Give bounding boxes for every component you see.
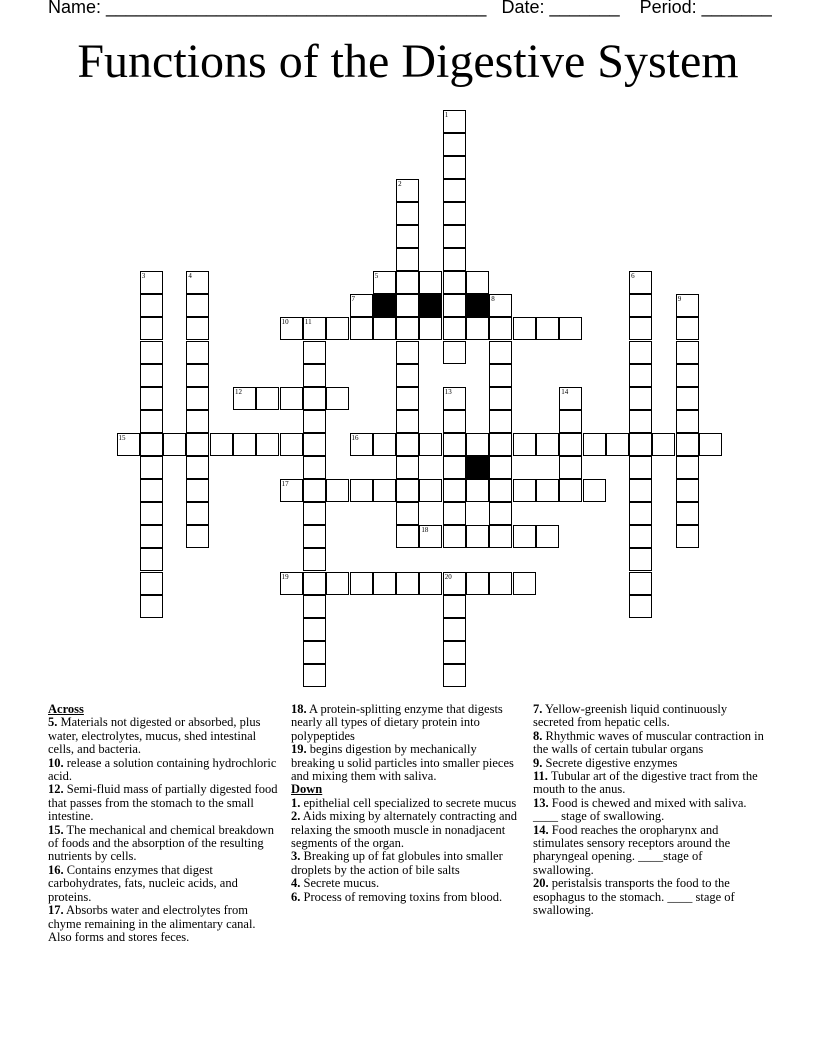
crossword-cell[interactable] [303,456,326,479]
crossword-cell[interactable] [443,618,466,641]
crossword-cell[interactable] [536,479,559,502]
down-clue-list [291,797,523,904]
clue-number: 16 [351,433,359,442]
crossword-cell[interactable] [466,433,489,456]
clue-number-label: 20. [533,876,549,891]
crossword-cell[interactable] [396,479,419,502]
crossword-cell[interactable] [140,294,163,317]
crossword-cell[interactable] [419,271,442,294]
clue-text: Secrete digestive enzymes [542,755,678,770]
clue-item [533,730,765,757]
crossword-cell[interactable] [466,317,489,340]
crossword-cell[interactable] [396,341,419,364]
crossword-cell[interactable] [303,387,326,410]
clue-number: 11 [304,318,312,327]
crossword-cell[interactable] [466,572,489,595]
crossword-cell[interactable] [303,410,326,433]
crossword-cell[interactable] [652,433,675,456]
crossword-cell[interactable] [559,387,582,410]
clue-number: 15 [118,433,126,442]
crossword-cell[interactable] [489,294,512,317]
crossword-cell[interactable] [629,387,652,410]
crossword-cell[interactable] [443,179,466,202]
crossword-cell[interactable] [326,387,349,410]
clue-number-label: 14. [533,822,549,837]
crossword-cell[interactable] [396,525,419,548]
crossword-cell[interactable] [583,479,606,502]
clue-item [48,757,280,784]
crossword-cell[interactable] [303,317,326,340]
clue-item [291,810,523,850]
crossword-cell[interactable] [419,525,442,548]
crossword-cell[interactable] [326,479,349,502]
clue-text: Aids mixing by alternately contracting and relaxing the smooth muscle in nonadjacent segments of the organ. [291,809,517,851]
crossword-cell[interactable] [443,110,466,133]
crossword-cell[interactable] [303,641,326,664]
clue-item [533,877,765,917]
crossword-cell[interactable] [350,479,373,502]
crossword-cell[interactable] [443,641,466,664]
clue-text: Materials not digested or absorbed, plus water, electrolytes, mucus, shed intestinal cells, and bacteria. [48,715,261,757]
clue-number: 10 [281,318,289,327]
clue-text: Semi-fluid mass of partially digested food that passes from the stomach to the small intestine. [48,782,278,824]
name-label: Name: [48,0,102,17]
crossword-cell[interactable] [303,572,326,595]
clue-number: 13 [444,387,452,396]
crossword-cell[interactable] [676,479,699,502]
crossword-cell[interactable] [443,341,466,364]
crossword-cell[interactable] [466,525,489,548]
crossword-cell[interactable] [256,387,279,410]
clue-item [291,850,523,877]
clue-item [291,891,523,904]
crossword-cell[interactable] [396,179,419,202]
crossword-cell[interactable] [443,502,466,525]
crossword-cell[interactable] [280,317,303,340]
clue-number-label: 18. [291,702,307,716]
crossword-cell[interactable] [396,433,419,456]
crossword-cell[interactable] [676,317,699,340]
crossword-cell[interactable] [443,572,466,595]
crossword-cell[interactable] [489,572,512,595]
clue-number: 6 [631,272,635,281]
crossword-block-cell [419,294,442,317]
clue-number-label: 11. [533,769,548,784]
crossword-cell[interactable] [489,479,512,502]
clue-item [291,743,523,783]
crossword-cell[interactable] [303,502,326,525]
crossword-cell[interactable] [280,572,303,595]
crossword-cell[interactable] [140,595,163,618]
crossword-cell[interactable] [489,341,512,364]
crossword-cell[interactable] [303,433,326,456]
crossword-cell[interactable] [303,479,326,502]
clue-item [48,864,280,904]
crossword-cell[interactable] [303,664,326,687]
crossword-cell[interactable] [513,317,536,340]
clue-item [291,877,523,890]
crossword-cell[interactable] [676,387,699,410]
crossword-cell[interactable] [489,502,512,525]
crossword-block-cell [466,294,489,317]
crossword-cell[interactable] [186,456,209,479]
crossword-cell[interactable] [326,572,349,595]
clue-item [48,716,280,756]
crossword-cell[interactable] [186,387,209,410]
crossword-cell[interactable] [140,433,163,456]
crossword-cell[interactable] [303,341,326,364]
crossword-cell[interactable] [443,456,466,479]
clue-item [533,824,765,878]
crossword-cell[interactable] [280,433,303,456]
clue-text: peristalsis transports the food to the esophagus to the stomach. ____ stage of swallowing. [533,876,735,918]
clue-text: A protein-splitting enzyme that digests nearly all types of dietary protein into polypeptides [291,702,503,743]
crossword-cell[interactable] [443,525,466,548]
clue-text: Secrete mucus. [300,876,380,891]
crossword-cell[interactable] [280,387,303,410]
clue-number: 3 [141,272,146,281]
clue-number: 20 [444,572,452,581]
crossword-cell[interactable] [629,525,652,548]
date-label: Date: [501,0,545,17]
crossword-cell[interactable] [117,433,140,456]
crossword-cell[interactable] [536,317,559,340]
crossword-cell[interactable] [629,456,652,479]
crossword-cell[interactable] [140,387,163,410]
crossword-cell[interactable] [140,479,163,502]
crossword-cell[interactable] [350,572,373,595]
crossword-cell[interactable] [419,317,442,340]
clue-number: 18 [421,526,429,535]
down-heading: Down [291,782,323,797]
crossword-cell[interactable] [559,456,582,479]
crossword-cell[interactable] [443,133,466,156]
crossword-cell[interactable] [559,317,582,340]
crossword-cell[interactable] [396,202,419,225]
crossword-cell[interactable] [606,433,629,456]
clue-number-label: 8. [533,728,543,743]
crossword-cell[interactable] [396,502,419,525]
clue-number-label: 15. [48,822,64,837]
crossword-cell[interactable] [373,271,396,294]
crossword-cell[interactable] [186,433,209,456]
crossword-cell[interactable] [280,479,303,502]
clue-number-label: 9. [533,755,543,770]
crossword-cell[interactable] [466,271,489,294]
crossword-cell[interactable] [443,664,466,687]
crossword-cell[interactable] [443,271,466,294]
crossword-cell[interactable] [186,502,209,525]
crossword-cell[interactable] [629,317,652,340]
crossword-cell[interactable] [676,364,699,387]
clue-text: begins digestion by mechanically breaking u solid particles into smaller pieces and mixing them with saliva. [291,742,514,784]
crossword-cell[interactable] [186,410,209,433]
crossword-cell[interactable] [396,387,419,410]
crossword-cell[interactable] [676,410,699,433]
crossword-cell[interactable] [303,364,326,387]
crossword-cell[interactable] [676,456,699,479]
crossword-cell[interactable] [583,433,606,456]
crossword-cell[interactable] [140,317,163,340]
clue-text: Food is chewed and mixed with saliva. ____ stage of swallowing. [533,795,747,824]
clue-item [533,757,765,770]
clue-text: Process of removing toxins from blood. [300,889,503,904]
clue-number: 1 [444,110,449,119]
clue-number: 5 [374,272,379,281]
crossword-cell[interactable] [443,248,466,271]
crossword-cell[interactable] [396,456,419,479]
crossword-cell[interactable] [676,502,699,525]
clue-number: 2 [398,179,402,188]
clue-text: Contains enzymes that digest carbohydrates, fats, nucleic acids, and proteins. [48,862,238,904]
crossword-cell[interactable] [443,202,466,225]
across-clue-list-continued [291,703,523,783]
crossword-cell[interactable] [396,248,419,271]
crossword-cell[interactable] [676,433,699,456]
clue-number: 4 [188,272,192,281]
clue-number-label: 1. [291,795,301,810]
date-blank[interactable]: _______ [549,0,620,17]
crossword-cell[interactable] [443,225,466,248]
crossword-cell[interactable] [559,410,582,433]
clue-number-label: 12. [48,782,64,797]
crossword-cell[interactable] [629,294,652,317]
clue-text: epithelial cell specialized to secrete mucus [300,795,517,810]
crossword-cell[interactable] [396,294,419,317]
crossword-cell[interactable] [629,548,652,571]
crossword-cell[interactable] [513,433,536,456]
crossword-cell[interactable] [140,456,163,479]
crossword-cell[interactable] [396,317,419,340]
crossword-cell[interactable] [443,317,466,340]
crossword-cell[interactable] [186,479,209,502]
crossword-cell[interactable] [140,364,163,387]
clue-item [48,824,280,864]
clue-number-label: 6. [291,889,301,904]
crossword-cell[interactable] [373,433,396,456]
crossword-cell[interactable] [396,271,419,294]
crossword-cell[interactable] [396,225,419,248]
clue-item [48,904,280,944]
crossword-block-cell [373,294,396,317]
crossword-cell[interactable] [210,433,233,456]
page-title: Functions of the Digestive System [77,35,739,88]
crossword-cell[interactable] [186,341,209,364]
crossword-cell[interactable] [443,595,466,618]
crossword-cell[interactable] [419,572,442,595]
crossword-cell[interactable] [559,479,582,502]
crossword-cell[interactable] [489,456,512,479]
clue-text: The mechanical and chemical breakdown of foods and the absorption of the resulting nutrients by cells. [48,822,275,864]
crossword-cell[interactable] [629,595,652,618]
clue-item [291,797,523,810]
clue-number: 19 [281,572,289,581]
crossword-cell[interactable] [443,433,466,456]
crossword-cell[interactable] [489,433,512,456]
across-heading: Across [48,702,84,716]
period-blank[interactable]: _______ [701,0,772,17]
crossword-cell[interactable] [396,410,419,433]
crossword-cell[interactable] [443,294,466,317]
crossword-cell[interactable] [396,364,419,387]
crossword-cell[interactable] [489,410,512,433]
crossword-cell[interactable] [629,410,652,433]
clue-number-label: 13. [533,795,549,810]
crossword-cell[interactable] [443,410,466,433]
crossword-cell[interactable] [163,433,186,456]
crossword-cell[interactable] [489,364,512,387]
clue-text: Food reaches the oropharynx and stimulates sensory receptors around the pharyngeal opening. ____stage of swallowing. [533,822,731,877]
crossword-cell[interactable] [233,433,256,456]
crossword-cell[interactable] [629,572,652,595]
crossword-cell[interactable] [536,525,559,548]
crossword-cell[interactable] [350,317,373,340]
crossword-cell[interactable] [419,479,442,502]
crossword-cell[interactable] [489,387,512,410]
clue-column-1 [48,703,280,944]
crossword-cell[interactable] [186,294,209,317]
crossword-cell[interactable] [443,479,466,502]
clue-number-label: 4. [291,876,301,891]
clue-number-label: 2. [291,809,301,824]
clue-number-label: 5. [48,715,58,730]
crossword-cell[interactable] [303,595,326,618]
crossword-cell[interactable] [536,433,559,456]
crossword-cell[interactable] [140,548,163,571]
crossword-cell[interactable] [676,341,699,364]
crossword-cell[interactable] [629,433,652,456]
name-blank[interactable]: ______________________________________ [106,0,487,17]
crossword-cell[interactable] [676,525,699,548]
clue-text: release a solution containing hydrochloric acid. [48,755,277,784]
clue-text: Tubular art of the digestive tract from the mouth to the anus. [533,769,758,797]
clue-column-2 [291,703,523,904]
crossword-cell[interactable] [326,317,349,340]
crossword-cell[interactable] [140,502,163,525]
crossword-cell[interactable] [373,317,396,340]
clue-text: Yellow-greenish liquid continuously secreted from hepatic cells. [533,702,728,730]
crossword-cell[interactable] [559,433,582,456]
clue-number: 9 [677,295,682,304]
clue-item [533,770,765,797]
crossword-cell[interactable] [186,364,209,387]
clue-number: 14 [561,387,569,396]
clue-column-3 [533,703,765,918]
clue-number-label: 19. [291,742,307,757]
crossword-cell[interactable] [186,271,209,294]
crossword-cell[interactable] [513,572,536,595]
crossword-cell[interactable] [466,479,489,502]
clue-number-label: 10. [48,755,64,770]
crossword-cell[interactable] [256,433,279,456]
crossword-cell[interactable] [489,525,512,548]
crossword-cell[interactable] [629,502,652,525]
clue-number-label: 16. [48,862,64,877]
clue-text: Breaking up of fat globules into smaller droplets by the action of bile salts [291,849,503,877]
crossword-cell[interactable] [629,341,652,364]
clue-item [533,703,765,730]
crossword-cell[interactable] [489,317,512,340]
crossword-cell[interactable] [513,479,536,502]
clue-number: 12 [235,387,242,396]
crossword-cell[interactable] [513,525,536,548]
crossword-cell[interactable] [373,572,396,595]
clue-number-label: 3. [291,849,301,864]
clue-number: 17 [281,480,289,489]
crossword-cell[interactable] [443,387,466,410]
crossword-cell[interactable] [419,433,442,456]
crossword-block-cell [466,456,489,479]
clue-number: 7 [351,295,355,304]
period-label: Period: [639,0,697,17]
crossword-cell[interactable] [443,156,466,179]
down-clue-list-continued [533,703,765,918]
crossword-cell[interactable] [350,433,373,456]
clue-number: 8 [491,295,495,304]
crossword-cell[interactable] [373,479,396,502]
across-clue-list [48,716,280,944]
crossword-cell[interactable] [676,294,699,317]
clue-item [48,783,280,823]
crossword-cell[interactable] [629,479,652,502]
crossword-cell[interactable] [186,317,209,340]
clue-item [291,703,523,743]
crossword-cell[interactable] [396,572,419,595]
clue-item [533,797,765,824]
crossword-cell[interactable] [303,548,326,571]
crossword-cell[interactable] [233,387,256,410]
clue-text: Absorbs water and electrolytes from chyme remaining in the alimentary canal. Also forms and stores feces. [48,903,256,944]
crossword-cell[interactable] [303,525,326,548]
clue-text: Rhythmic waves of muscular contraction in the walls of certain tubular organs [533,728,764,757]
crossword-cell[interactable] [140,525,163,548]
crossword-cell[interactable] [629,364,652,387]
crossword-cell[interactable] [186,525,209,548]
crossword-cell[interactable] [629,271,652,294]
clue-number-label: 17. [48,903,64,918]
crossword-cell[interactable] [699,433,722,456]
crossword-cell[interactable] [303,618,326,641]
crossword-cell[interactable] [140,341,163,364]
crossword-cell[interactable] [140,410,163,433]
clue-number-label: 7. [533,702,543,716]
crossword-cell[interactable] [140,271,163,294]
crossword-cell[interactable] [140,572,163,595]
crossword-cell[interactable] [350,294,373,317]
